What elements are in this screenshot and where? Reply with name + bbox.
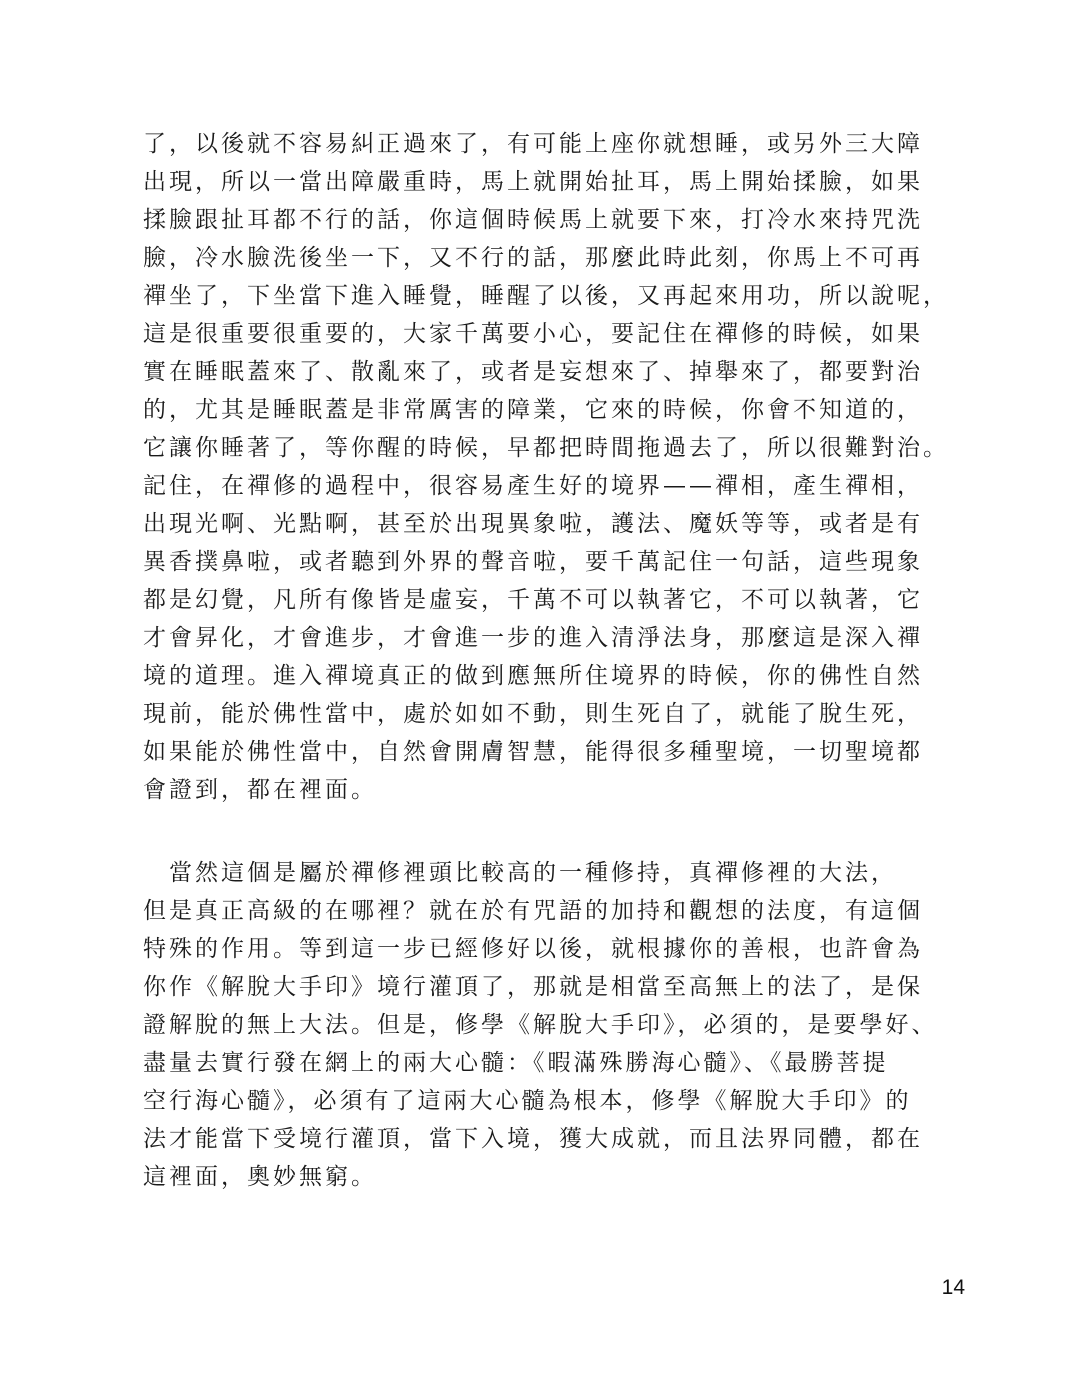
text-line: 異香撲鼻啦，或者聽到外界的聲音啦，要千萬記住一句話，這些現象 — [143, 549, 923, 575]
text-line: 這裡面，奧妙無窮。 — [143, 1164, 377, 1190]
text-line: 如果能於佛性當中，自然會開膚智慧，能得很多種聖境，一切聖境都 — [143, 739, 923, 765]
page-number: 14 — [941, 1276, 965, 1299]
text-line: 都是幻覺，凡所有像皆是虛妄，千萬不可以執著它，不可以執著，它 — [143, 587, 923, 613]
text-line: 現前，能於佛性當中，處於如如不動，則生死自了，就能了脫生死， — [143, 701, 923, 727]
text-line: 禪坐了，下坐當下進入睡覺，睡醒了以後，又再起來用功，所以說呢， — [143, 283, 949, 309]
text-line: 揉臉跟扯耳都不行的話，你這個時候馬上就要下來，打冷水來持咒洗 — [143, 207, 923, 233]
text-line: 記住，在禪修的過程中，很容易產生好的境界——禪相，產生禪相， — [143, 473, 923, 499]
paragraph-2 — [143, 854, 963, 1196]
text-line: 當然這個是屬於禪修裡頭比較高的一種修持，真禪修裡的大法， — [143, 860, 897, 886]
text-line: 出現光啊、光點啊，甚至於出現異象啦，護法、魔妖等等，或者是有 — [143, 511, 923, 537]
text-line: 特殊的作用。等到這一步已經修好以後，就根據你的善根，也許會為 — [143, 936, 923, 962]
text-line: 才會昇化，才會進步，才會進一步的進入清淨法身，那麼這是深入禪 — [143, 625, 923, 651]
paragraph-1 — [143, 125, 963, 809]
text-line: 你作《解脫大手印》境行灌頂了，那就是相當至高無上的法了，是保 — [143, 974, 923, 1000]
text-line: 實在睡眠蓋來了、散亂來了，或者是妄想來了、掉舉來了，都要對治 — [143, 359, 923, 385]
text-line: 它讓你睡著了，等你醒的時候，早都把時間拖過去了，所以很難對治。 — [143, 435, 949, 461]
text-line: 會證到，都在裡面。 — [143, 777, 377, 803]
text-line: 這是很重要很重要的，大家千萬要小心，要記住在禪修的時候，如果 — [143, 321, 923, 347]
text-line: 了，以後就不容易糾正過來了，有可能上座你就想睡，或另外三大障 — [143, 131, 923, 157]
text-line: 法才能當下受境行灌頂，當下入境，獲大成就，而且法界同體，都在 — [143, 1126, 923, 1152]
text-line: 出現，所以一當出障嚴重時，馬上就開始扯耳，馬上開始揉臉，如果 — [143, 169, 923, 195]
text-line: 的，尤其是睡眠蓋是非常厲害的障業，它來的時候，你會不知道的， — [143, 397, 923, 423]
text-line: 證解脫的無上大法。但是，修學《解脫大手印》，必須的，是要學好、 — [143, 1012, 938, 1038]
text-line: 但是真正高級的在哪裡？就在於有咒語的加持和觀想的法度，有這個 — [143, 898, 923, 924]
text-line: 盡量去實行發在網上的兩大心髓：《暇滿殊勝海心髓》、《最勝菩提 — [143, 1050, 889, 1076]
text-line: 境的道理。進入禪境真正的做到應無所住境界的時候，你的佛性自然 — [143, 663, 923, 689]
text-line: 空行海心髓》，必須有了這兩大心髓為根本，修學《解脫大手印》的 — [143, 1088, 912, 1114]
text-line: 臉，冷水臉洗後坐一下，又不行的話，那麼此時此刻，你馬上不可再 — [143, 245, 923, 271]
